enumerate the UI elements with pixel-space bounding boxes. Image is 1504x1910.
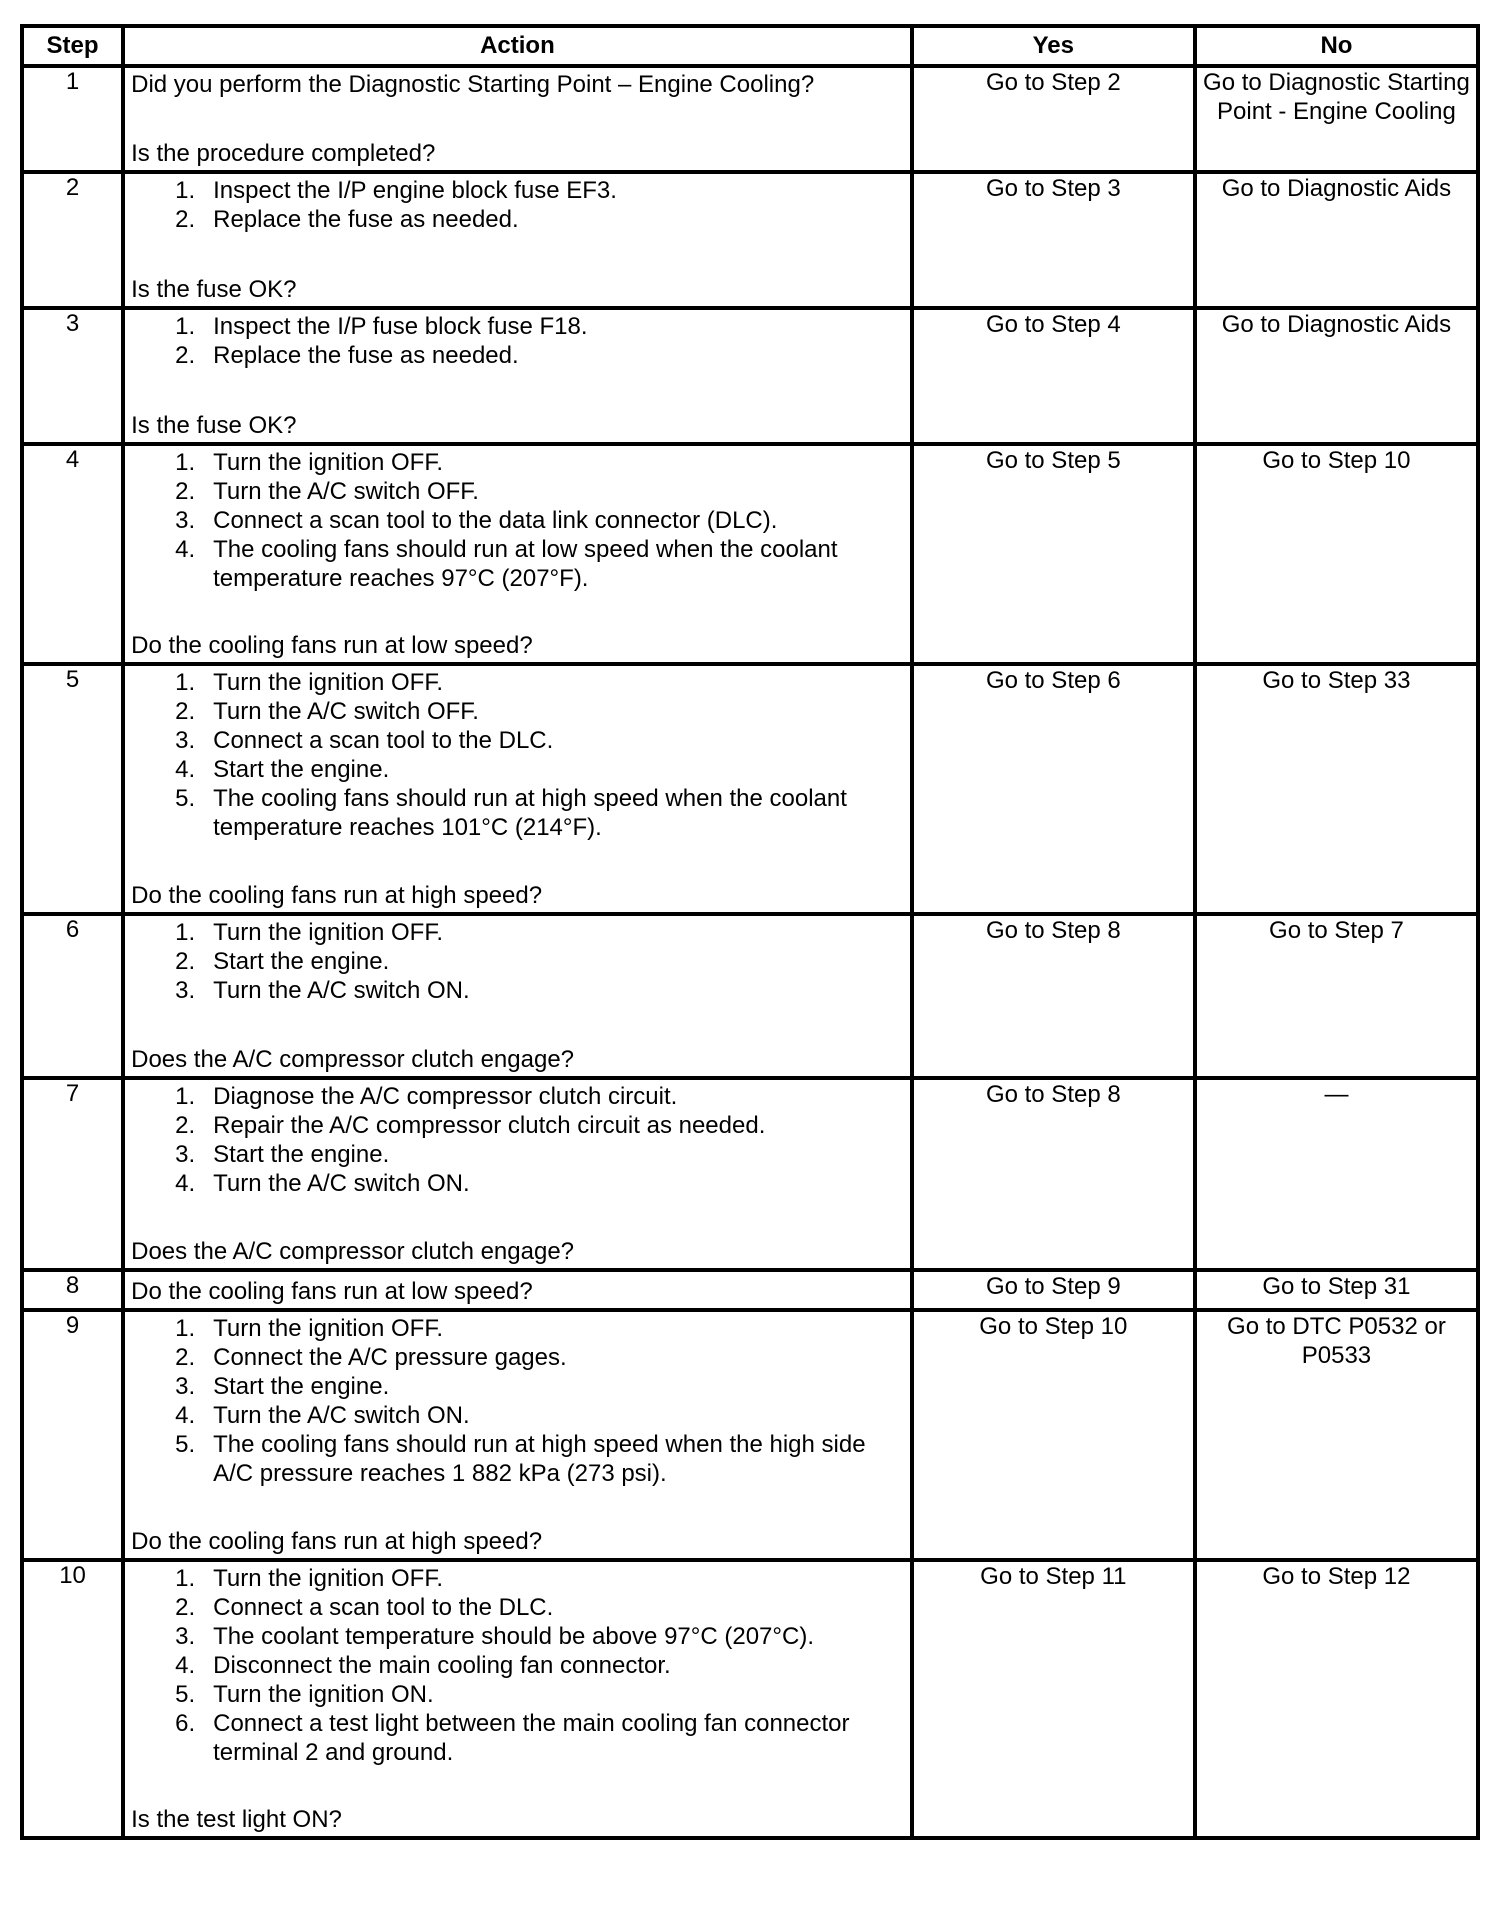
yes-result: Go to Step 6 <box>912 664 1195 914</box>
action-step-text: Diagnose the A/C compressor clutch circuit. <box>213 1083 678 1110</box>
table-row <box>22 308 1478 444</box>
action-step-item <box>131 697 904 726</box>
action-step-number: 3. <box>175 507 196 534</box>
action-question: Do the cooling fans run at high speed? <box>131 1528 543 1555</box>
action-top <box>131 446 904 593</box>
action-step-item <box>131 755 904 784</box>
action-steps-list <box>131 916 904 1005</box>
action-step-text: The cooling fans should run at high speed when the high side A/C pressure reaches 1 882 kPa (273 psi). <box>213 1431 866 1487</box>
action-steps-list <box>131 666 904 842</box>
header-step: Step <box>22 26 123 66</box>
action-step-number: 3. <box>175 727 196 754</box>
action-step-item <box>131 1082 904 1111</box>
action-step-number: 5. <box>175 785 196 812</box>
action-step-number: 1. <box>175 449 196 476</box>
action-step-text: Turn the ignition ON. <box>213 1681 434 1708</box>
action-content <box>131 446 904 662</box>
yes-result: Go to Step 2 <box>912 66 1195 172</box>
table-row <box>22 1078 1478 1270</box>
action-step-number: 1. <box>175 1315 196 1342</box>
step-number: 3 <box>22 308 123 444</box>
step-number: 4 <box>22 444 123 664</box>
action-step-number: 1. <box>175 177 196 204</box>
action-step-item <box>131 312 904 341</box>
action-top <box>131 68 904 99</box>
action-step-number: 2. <box>175 698 196 725</box>
yes-result: Go to Step 3 <box>912 172 1195 308</box>
step-number: 1 <box>22 66 123 172</box>
action-step-item <box>131 1709 904 1767</box>
action-step-item <box>131 976 904 1005</box>
action-step-item <box>131 784 904 842</box>
action-question: Does the A/C compressor clutch engage? <box>131 1238 575 1265</box>
action-cell <box>123 1270 912 1310</box>
action-step-text: Replace the fuse as needed. <box>213 206 519 233</box>
action-content <box>131 174 904 306</box>
step-number: 2 <box>22 172 123 308</box>
action-steps-list <box>131 1312 904 1488</box>
action-content <box>131 1080 904 1268</box>
action-step-number: 2. <box>175 1594 196 1621</box>
action-step-item <box>131 477 904 506</box>
header-row <box>22 26 1478 66</box>
action-cell <box>123 1560 912 1838</box>
action-step-number: 5. <box>175 1431 196 1458</box>
yes-result: Go to Step 8 <box>912 914 1195 1078</box>
action-top <box>131 666 904 842</box>
action-steps-list <box>131 310 904 370</box>
action-step-text: Inspect the I/P fuse block fuse F18. <box>213 313 588 340</box>
action-step-text: Connect the A/C pressure gages. <box>213 1344 567 1371</box>
action-step-text: Turn the ignition OFF. <box>213 1315 443 1342</box>
action-step-item <box>131 535 904 593</box>
action-step-text: Repair the A/C compressor clutch circuit as needed. <box>213 1112 766 1139</box>
action-step-text: Turn the A/C switch ON. <box>213 977 470 1004</box>
action-step-text: The cooling fans should run at high speed when the coolant temperature reaches 101°C (214°F). <box>213 785 847 841</box>
action-step-text: Turn the ignition OFF. <box>213 1565 443 1592</box>
action-cell <box>123 1078 912 1270</box>
action-steps-list <box>131 1562 904 1767</box>
action-step-text: Turn the A/C switch ON. <box>213 1170 470 1197</box>
action-step-number: 4. <box>175 1170 196 1197</box>
diagnostic-table <box>20 24 1480 1840</box>
action-content <box>131 68 904 170</box>
action-step-number: 1. <box>175 313 196 340</box>
action-step-item <box>131 1111 904 1140</box>
action-step-number: 2. <box>175 1344 196 1371</box>
action-content <box>131 916 904 1076</box>
action-step-text: Turn the ignition OFF. <box>213 449 443 476</box>
action-steps-list <box>131 1080 904 1198</box>
action-step-number: 2. <box>175 1112 196 1139</box>
table-row <box>22 172 1478 308</box>
action-steps-list <box>131 446 904 593</box>
action-step-number: 3. <box>175 1141 196 1168</box>
action-step-item <box>131 668 904 697</box>
table-body <box>22 66 1478 1838</box>
action-step-number: 2. <box>175 478 196 505</box>
action-question: Do the cooling fans run at low speed? <box>131 632 533 659</box>
action-step-number: 3. <box>175 977 196 1004</box>
action-step-text: The coolant temperature should be above 97°C (207°C). <box>213 1623 814 1650</box>
action-content <box>131 1312 904 1558</box>
action-step-item <box>131 506 904 535</box>
action-steps-list <box>131 174 904 234</box>
action-question: Do the cooling fans run at high speed? <box>131 882 543 909</box>
step-number: 8 <box>22 1270 123 1310</box>
action-intro: Did you perform the Diagnostic Starting Point – Engine Cooling? <box>131 71 815 98</box>
no-result: Go to Diagnostic Starting Point - Engine Cooling <box>1195 66 1478 172</box>
step-number: 10 <box>22 1560 123 1838</box>
action-cell <box>123 172 912 308</box>
action-question: Does the A/C compressor clutch engage? <box>131 1046 575 1073</box>
no-result: Go to Step 7 <box>1195 914 1478 1078</box>
action-step-item <box>131 1169 904 1198</box>
action-step-number: 2. <box>175 206 196 233</box>
step-number: 5 <box>22 664 123 914</box>
header-no: No <box>1195 26 1478 66</box>
action-step-item <box>131 1314 904 1343</box>
action-step-item <box>131 1430 904 1488</box>
action-step-number: 4. <box>175 536 196 563</box>
action-step-item <box>131 1564 904 1593</box>
action-step-text: Start the engine. <box>213 1373 390 1400</box>
table-row <box>22 1560 1478 1838</box>
yes-result: Go to Step 11 <box>912 1560 1195 1838</box>
no-result: Go to Step 12 <box>1195 1560 1478 1838</box>
action-step-item <box>131 947 904 976</box>
action-step-text: Start the engine. <box>213 948 390 975</box>
action-step-number: 1. <box>175 1565 196 1592</box>
action-top <box>131 310 904 370</box>
action-step-item <box>131 1680 904 1709</box>
action-step-text: Turn the ignition OFF. <box>213 919 443 946</box>
no-result: — <box>1195 1078 1478 1270</box>
action-step-item <box>131 1140 904 1169</box>
action-step-item <box>131 918 904 947</box>
yes-result: Go to Step 4 <box>912 308 1195 444</box>
action-step-text: Turn the ignition OFF. <box>213 669 443 696</box>
action-cell <box>123 914 912 1078</box>
action-step-number: 2. <box>175 948 196 975</box>
no-result: Go to Step 31 <box>1195 1270 1478 1310</box>
action-step-number: 3. <box>175 1623 196 1650</box>
table-row <box>22 664 1478 914</box>
no-result: Go to Step 33 <box>1195 664 1478 914</box>
action-step-number: 1. <box>175 919 196 946</box>
action-cell <box>123 66 912 172</box>
action-step-number: 4. <box>175 1652 196 1679</box>
yes-result: Go to Step 8 <box>912 1078 1195 1270</box>
action-step-item <box>131 1401 904 1430</box>
table-row <box>22 444 1478 664</box>
action-step-text: Inspect the I/P engine block fuse EF3. <box>213 177 617 204</box>
yes-result: Go to Step 5 <box>912 444 1195 664</box>
action-step-item <box>131 1622 904 1651</box>
action-step-number: 4. <box>175 756 196 783</box>
action-top <box>131 916 904 1005</box>
action-step-number: 4. <box>175 1402 196 1429</box>
action-step-text: Turn the A/C switch ON. <box>213 1402 470 1429</box>
action-cell <box>123 664 912 914</box>
action-top <box>131 1562 904 1767</box>
action-step-item <box>131 1343 904 1372</box>
action-step-item <box>131 1651 904 1680</box>
action-step-text: Start the engine. <box>213 1141 390 1168</box>
action-top <box>131 1312 904 1488</box>
step-number: 9 <box>22 1310 123 1560</box>
action-step-item <box>131 1372 904 1401</box>
action-step-text: Turn the A/C switch OFF. <box>213 478 479 505</box>
action-question: Is the test light ON? <box>131 1806 342 1833</box>
action-cell <box>123 1310 912 1560</box>
table-row <box>22 914 1478 1078</box>
action-top <box>131 1080 904 1198</box>
action-question: Is the procedure completed? <box>131 140 436 167</box>
no-result: Go to Diagnostic Aids <box>1195 308 1478 444</box>
table-row <box>22 66 1478 172</box>
no-result: Go to DTC P0532 or P0533 <box>1195 1310 1478 1560</box>
action-step-number: 1. <box>175 669 196 696</box>
action-content <box>131 666 904 912</box>
action-content <box>131 310 904 442</box>
header-yes: Yes <box>912 26 1195 66</box>
action-step-item <box>131 176 904 205</box>
action-content <box>131 1562 904 1836</box>
action-step-item <box>131 448 904 477</box>
action-step-text: Turn the A/C switch OFF. <box>213 698 479 725</box>
action-question: Do the cooling fans run at low speed? <box>131 1278 533 1305</box>
action-step-item <box>131 1593 904 1622</box>
step-number: 7 <box>22 1078 123 1270</box>
action-step-text: Connect a scan tool to the DLC. <box>213 1594 554 1621</box>
no-result: Go to Diagnostic Aids <box>1195 172 1478 308</box>
step-number: 6 <box>22 914 123 1078</box>
action-step-item <box>131 341 904 370</box>
action-step-text: Replace the fuse as needed. <box>213 342 519 369</box>
table-row <box>22 1270 1478 1310</box>
action-step-number: 6. <box>175 1710 196 1737</box>
action-step-text: Start the engine. <box>213 756 390 783</box>
action-content <box>131 1272 904 1308</box>
action-step-text: Connect a scan tool to the DLC. <box>213 727 554 754</box>
action-step-item <box>131 205 904 234</box>
action-step-text: The cooling fans should run at low speed when the coolant temperature reaches 97°C (207°F). <box>213 536 838 592</box>
action-step-number: 3. <box>175 1373 196 1400</box>
header-action: Action <box>123 26 912 66</box>
action-step-number: 5. <box>175 1681 196 1708</box>
action-step-text: Connect a scan tool to the data link connector (DLC). <box>213 507 778 534</box>
action-question: Is the fuse OK? <box>131 412 297 439</box>
action-question: Is the fuse OK? <box>131 276 297 303</box>
yes-result: Go to Step 10 <box>912 1310 1195 1560</box>
yes-result: Go to Step 9 <box>912 1270 1195 1310</box>
action-cell <box>123 444 912 664</box>
action-step-text: Disconnect the main cooling fan connector. <box>213 1652 671 1679</box>
action-step-item <box>131 726 904 755</box>
table-row <box>22 1310 1478 1560</box>
action-step-number: 1. <box>175 1083 196 1110</box>
action-step-number: 2. <box>175 342 196 369</box>
action-top <box>131 174 904 234</box>
action-step-text: Connect a test light between the main cooling fan connector terminal 2 and ground. <box>213 1710 850 1766</box>
no-result: Go to Step 10 <box>1195 444 1478 664</box>
action-cell <box>123 308 912 444</box>
